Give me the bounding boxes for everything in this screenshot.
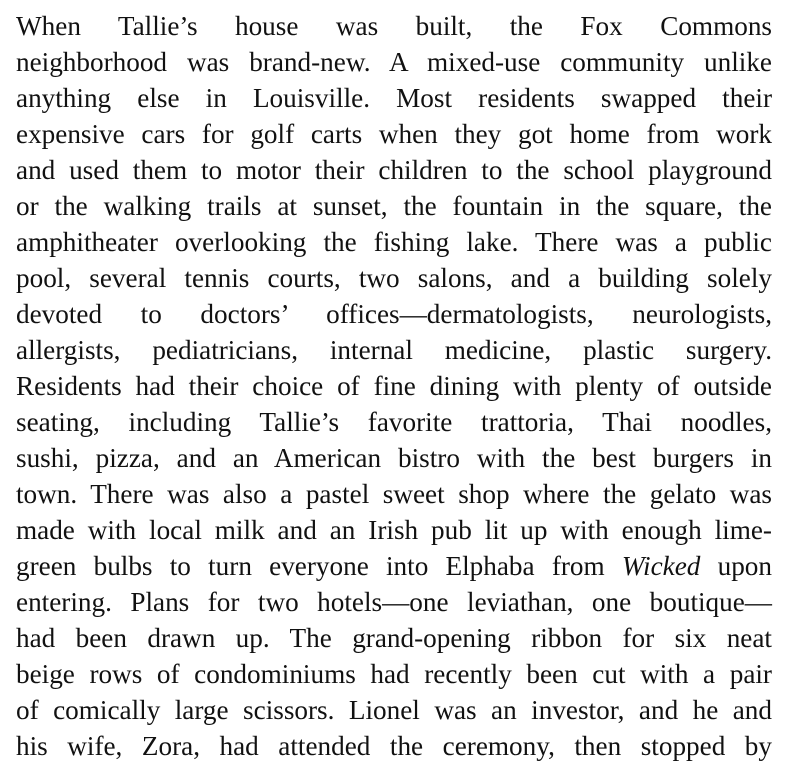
text-line-4: expensive cars for golf carts when they got home from work bbox=[16, 119, 772, 149]
text-line-5: and used them to motor their children to the school playground bbox=[16, 155, 772, 185]
text-line-10: allergists, pediatricians, internal medicine, plastic surgery. bbox=[16, 335, 772, 365]
text-line-20: of comically large scissors. Lionel was an investor, and he and bbox=[16, 695, 772, 725]
text-line-17: entering. Plans for two hotels—one leviathan, one boutique— bbox=[16, 587, 772, 617]
text-line-6: or the walking trails at sunset, the fountain in the square, the bbox=[16, 191, 772, 221]
text-line-21: his wife, Zora, had attended the ceremony, then stopped by bbox=[16, 731, 772, 761]
text-line-13: sushi, pizza, and an American bistro with the best burgers in bbox=[16, 443, 772, 473]
document-page bbox=[16, 8, 772, 764]
text-line-18: had been drawn up. The grand-opening ribbon for six neat bbox=[16, 623, 772, 653]
text-line-16-start: green bulbs to turn everyone into Elphaba from bbox=[16, 551, 622, 581]
text-line-1: When Tallie’s house was built, the Fox Commons bbox=[16, 11, 772, 41]
text-line-12: seating, including Tallie’s favorite trattoria, Thai noodles, bbox=[16, 407, 772, 437]
italic-title-wicked: Wicked bbox=[621, 551, 701, 581]
text-line-14: town. There was also a pastel sweet shop where the gelato was bbox=[16, 479, 772, 509]
text-line-3: anything else in Louisville. Most residents swapped their bbox=[16, 83, 772, 113]
text-line-7: amphitheater overlooking the fishing lake. There was a public bbox=[16, 227, 772, 257]
text-line-9: devoted to doctors’ offices—dermatologists, neurologists, bbox=[16, 299, 772, 329]
text-line-15: made with local milk and an Irish pub lit up with enough lime- bbox=[16, 515, 772, 545]
text-line-11: Residents had their choice of fine dining with plenty of outside bbox=[16, 371, 772, 401]
text-line-16-end: upon bbox=[700, 551, 772, 581]
text-line-16 bbox=[16, 548, 772, 584]
text-line-8: pool, several tennis courts, two salons, and a building solely bbox=[16, 263, 772, 293]
text-line-19: beige rows of condominiums had recently been cut with a pair bbox=[16, 659, 772, 689]
text-line-2: neighborhood was brand-new. A mixed-use community unlike bbox=[16, 47, 772, 77]
